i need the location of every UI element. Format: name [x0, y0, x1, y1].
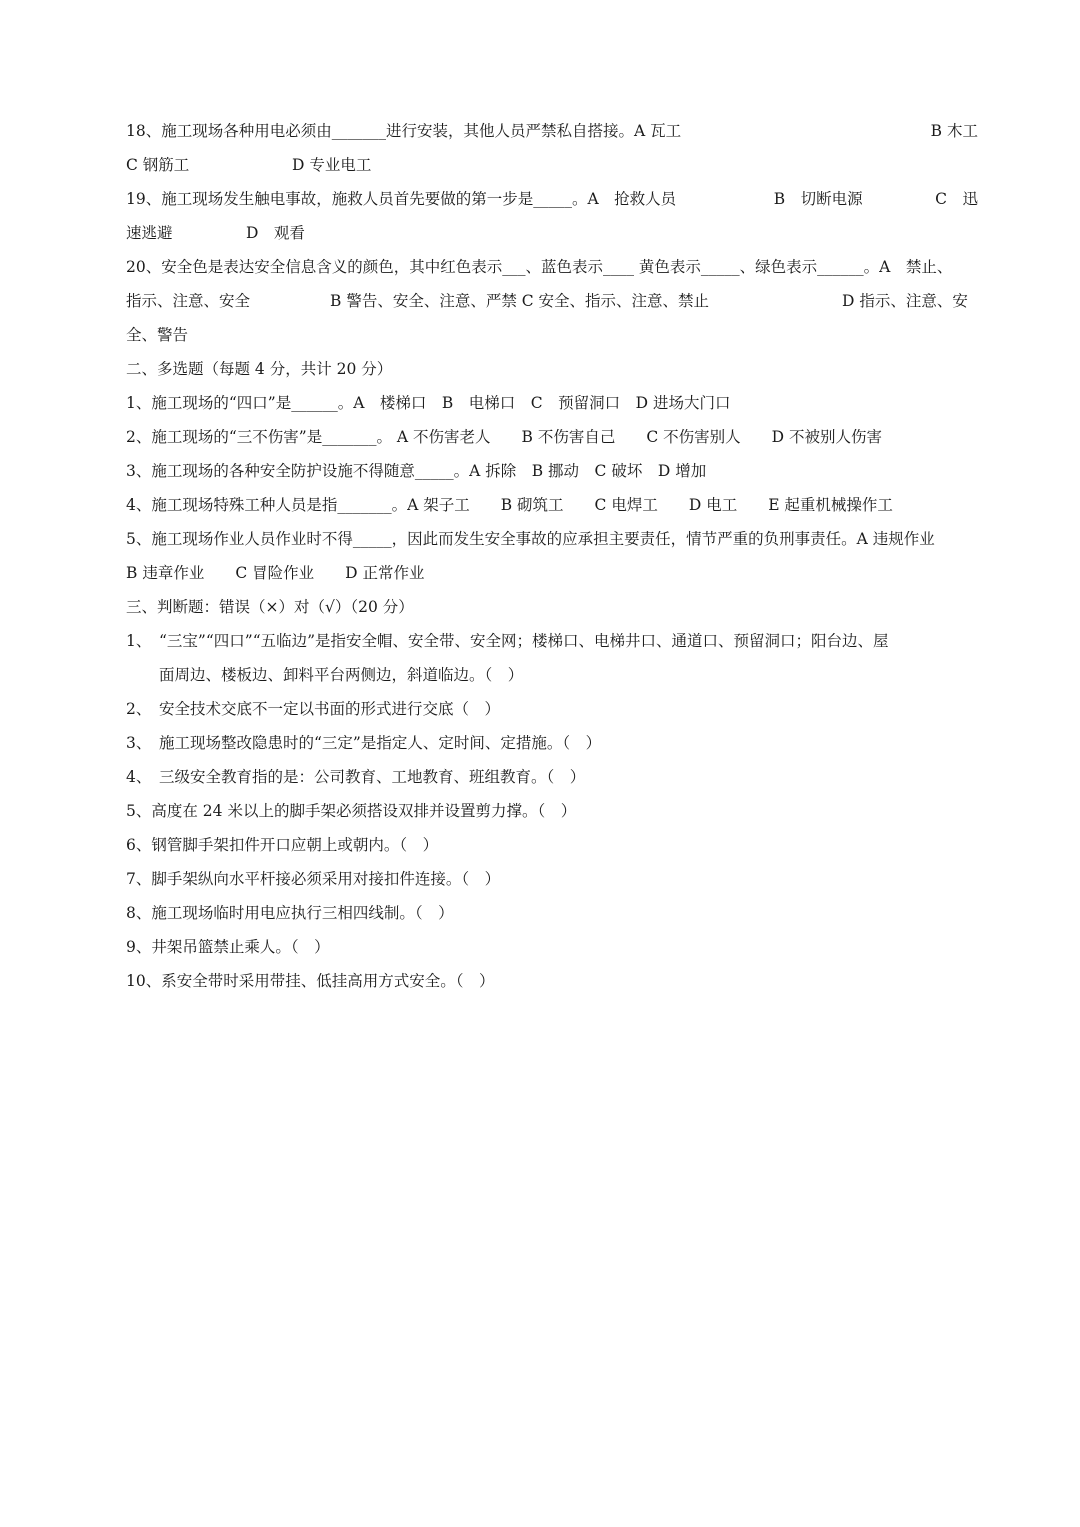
s2-q1-text: 1、施工现场的“四口”是______。A 楼梯口 B 电梯口 C 预留洞口 D 进场大门口 [126, 394, 731, 412]
s3-item-4 [126, 760, 978, 794]
s3-item-5 [126, 794, 978, 828]
s2-q4 [126, 488, 978, 522]
s3-item-5-text: 5、高度在 24 米以上的脚手架必须搭设双排并设置剪力撑。（ ） [126, 802, 577, 820]
s3-item-8-text: 8、施工现场临时用电应执行三相四线制。（ ） [126, 904, 454, 922]
q19-option-c: C 迅 [935, 190, 978, 208]
q20-line3 [126, 318, 978, 352]
s3-item-9 [126, 930, 978, 964]
s3-item-2 [126, 692, 978, 726]
s3-item-3-text: 施工现场整改隐患时的“三定”是指定人、定时间、定措施。（ ） [159, 734, 602, 752]
q18-line1 [126, 114, 978, 148]
section2-title: 二、多选题（每题 4 分，共计 20 分） [126, 360, 393, 378]
s3-item-10 [126, 964, 978, 998]
s2-q1 [126, 386, 978, 420]
s3-item-7 [126, 862, 978, 896]
section3-heading [126, 590, 978, 624]
s2-q4-text: 4、施工现场特殊工种人员是指_______。A 架子工 B 砌筑工 C 电焊工 D 电工 E 起重机械操作工 [126, 496, 893, 514]
section2-heading [126, 352, 978, 386]
s3-item-1-text: “三宝”“四口”“五临边”是指安全帽、安全带、安全网；楼梯口、电梯井口、通道口、预留洞口；阳台边、屋 [159, 632, 889, 650]
q18-option-c: C 钢筋工 [126, 156, 190, 174]
q18-stem: 18、施工现场各种用电必须由_______进行安装，其他人员严禁私自搭接。A 瓦工 [126, 122, 682, 140]
s3-item-2-number: 2、 [126, 700, 152, 718]
s2-q3 [126, 454, 978, 488]
q20-options-b-c: B 警告、安全、注意、严禁 C 安全、指示、注意、禁止 [330, 292, 710, 310]
s3-item-3-number: 3、 [126, 734, 152, 752]
q20-option-d: D 指示、注意、安 [842, 292, 968, 310]
s3-item-3 [126, 726, 978, 760]
q19-line1 [126, 182, 978, 216]
q19-line2 [126, 216, 978, 250]
q19-option-b: B 切断电源 [773, 190, 863, 208]
s3-item-4-number: 4、 [126, 768, 152, 786]
s3-item-9-text: 9、井架吊篮禁止乘人。（ ） [126, 938, 330, 956]
section3-title: 三、判断题：错误（×）对（√）（20 分） [126, 598, 414, 616]
q20-option-d-cont: 全、警告 [126, 326, 189, 344]
q20-option-a-cont: 指示、注意、安全 [126, 292, 251, 310]
q18-line2 [126, 148, 978, 182]
s2-q5-line2 [126, 556, 978, 590]
s3-item-4-text: 三级安全教育指的是：公司教育、工地教育、班组教育。（ ） [159, 768, 586, 786]
s3-item-2-text: 安全技术交底不一定以书面的形式进行交底（ ） [159, 700, 501, 718]
s3-item-1 [126, 624, 978, 658]
q18-option-b: B 木工 [930, 122, 978, 140]
q20-line2 [126, 284, 978, 318]
s2-q3-text: 3、施工现场的各种安全防护设施不得随意_____。A 拆除 B 挪动 C 破坏 D 增加 [126, 462, 707, 480]
s2-q5-options: B 违章作业 C 冒险作业 D 正常作业 [126, 564, 425, 582]
s3-item-1-cont: 面周边、楼板边、卸料平台两侧边，斜道临边。（ ） [159, 666, 524, 684]
s3-item-6 [126, 828, 978, 862]
q18-option-d: D 专业电工 [292, 156, 372, 174]
exam-content [126, 114, 978, 998]
s2-q5-line1 [126, 522, 978, 556]
s2-q5-text: 5、施工现场作业人员作业时不得_____，因此而发生安全事故的应承担主要责任，情节严重的负刑事责任。A 违规作业 [126, 530, 935, 548]
s3-item-1-number: 1、 [126, 632, 152, 650]
s3-item-10-text: 10、系安全带时采用带挂、低挂高用方式安全。（ ） [126, 972, 495, 990]
q19-option-d: D 观看 [246, 224, 305, 242]
s3-item-8 [126, 896, 978, 930]
q20-stem: 20、安全色是表达安全信息含义的颜色，其中红色表示___、蓝色表示____ 黄色表示_____、绿色表示______。A 禁止、 [126, 258, 953, 276]
s3-item-7-text: 7、脚手架纵向水平杆接必须采用对接扣件连接。（ ） [126, 870, 501, 888]
q20-line1 [126, 250, 978, 284]
s2-q2 [126, 420, 978, 454]
q19-option-c-cont: 速逃避 [126, 224, 173, 242]
s3-item-6-text: 6、钢管脚手架扣件开口应朝上或朝内。（ ） [126, 836, 439, 854]
q19-stem: 19、施工现场发生触电事故，施救人员首先要做的第一步是_____。A 抢救人员 [126, 190, 677, 208]
s2-q2-text: 2、施工现场的“三不伤害”是_______。 A 不伤害老人 B 不伤害自己 C 不伤害别人 D 不被别人伤害 [126, 428, 882, 446]
